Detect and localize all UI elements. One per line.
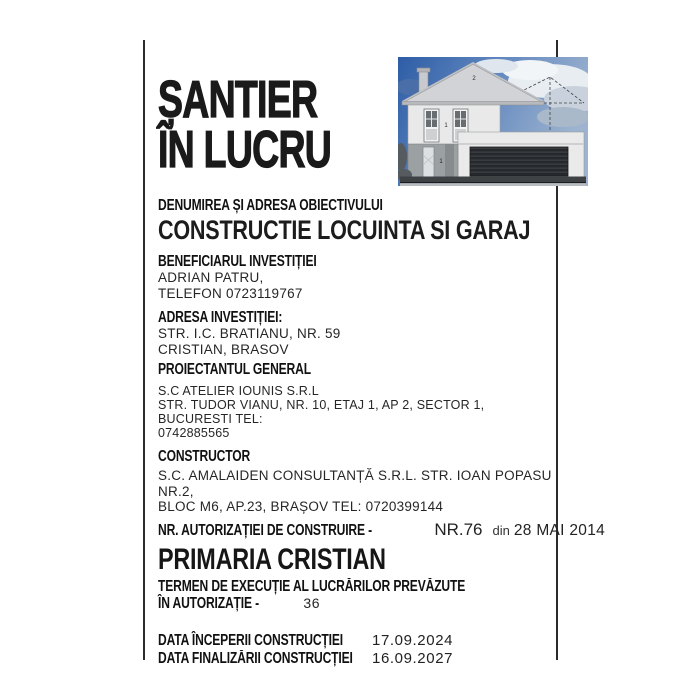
beneficiary-heading: BENEFICIARUL INVESTIȚIEI xyxy=(158,253,317,270)
designer-address-line-2: 0742885565 xyxy=(158,426,230,440)
floor-label: 1 xyxy=(444,123,449,129)
beneficiary-phone: TELEFON 0723119767 xyxy=(158,285,303,301)
roof-label: 2 xyxy=(472,76,477,82)
start-date-label: DATA ÎNCEPERII CONSTRUCȚIEI xyxy=(158,631,343,649)
garage-wing xyxy=(458,132,584,179)
end-date-label: DATA FINALIZĂRII CONSTRUCȚIEI xyxy=(158,649,353,667)
address-heading: ADRESA INVESTIȚIEI: xyxy=(158,309,283,326)
constructor-line-1: S.C. AMALAIDEN CONSULTANȚĂ S.R.L. STR. IOAN POPASU NR.2, xyxy=(158,468,552,499)
construction-dates xyxy=(158,632,554,667)
address-line-2: CRISTIAN, BRASOV xyxy=(158,341,289,357)
authorization-date: 28 MAI 2014 xyxy=(513,521,606,539)
authorization-din: din xyxy=(492,522,510,538)
window-left xyxy=(424,109,439,142)
ground-floor-wall xyxy=(408,144,458,179)
authorization-issuer: PRIMARIA CRISTIAN xyxy=(158,542,386,576)
term-line-2: ÎN AUTORIZAȚIE - xyxy=(158,594,259,612)
house-rendering-image xyxy=(398,57,588,186)
term-months: 36 xyxy=(303,594,320,611)
objective-name: CONSTRUCTIE LOCUINTA SI GARAJ xyxy=(158,215,531,245)
objective-heading: DENUMIREA ȘI ADRESA OBIECTIVULUI xyxy=(158,197,383,214)
authorization-heading: NR. AUTORIZAȚIEI DE CONSTRUIRE - xyxy=(158,521,372,539)
authorization-row xyxy=(158,519,606,540)
sign-title xyxy=(158,57,398,179)
left-border-line xyxy=(143,40,145,660)
sign-title-line-1: ȘANTIER xyxy=(158,71,318,129)
address-line-1: STR. I.C. BRATIANU, NR. 59 xyxy=(158,326,341,341)
sign-title-line-2: ÎN LUCRU xyxy=(158,121,332,179)
sign-header xyxy=(158,57,554,186)
constructor-heading: CONSTRUCTOR xyxy=(158,448,251,465)
beneficiary-name: ADRIAN PATRU, xyxy=(158,270,264,285)
end-date-value: 16.09.2027 xyxy=(372,649,454,667)
start-date-value: 17.09.2024 xyxy=(372,631,454,649)
term-row xyxy=(158,595,554,612)
term-line-1: TERMEN DE EXECUȚIE AL LUCRĂRILOR PREVĂZUTE xyxy=(158,577,466,595)
designer-company: S.C ATELIER IOUNIS S.R.L xyxy=(158,384,319,398)
entry-door xyxy=(423,147,434,178)
designer-address-line-1: STR. TUDOR VIANU, NR. 10, ETAJ 1, AP 2, SECTOR 1, BUCURESTI TEL: xyxy=(158,398,485,426)
sign-content xyxy=(158,57,606,667)
constructor-line-2: BLOC M6, AP.23, BRAȘOV TEL: 0720399144 xyxy=(158,499,444,514)
designer-heading: PROIECTANTUL GENERAL xyxy=(158,361,311,378)
garage-door xyxy=(470,147,568,176)
ground-strip xyxy=(400,177,586,187)
ground-label: 1 xyxy=(439,159,444,165)
authorization-number: NR.76 xyxy=(434,519,483,539)
